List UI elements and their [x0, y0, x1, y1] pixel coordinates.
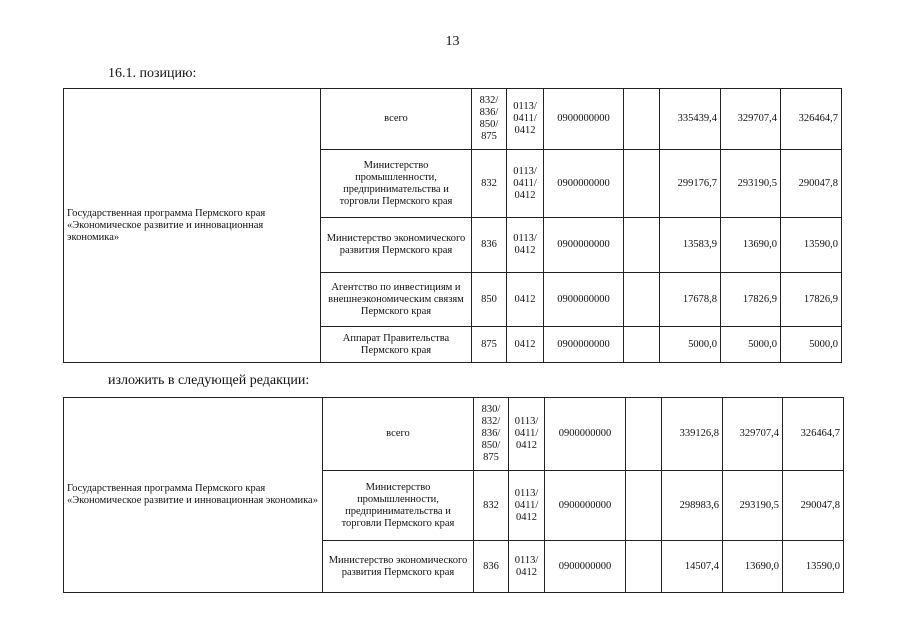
- dept-code: 850: [472, 273, 507, 327]
- target-article-code: 0900000000: [544, 327, 624, 363]
- section-code: 0113/ 0411/ 0412: [509, 398, 545, 471]
- section-code: 0412: [507, 327, 544, 363]
- expense-type-code: [626, 398, 662, 471]
- year-3-value: 326464,7: [781, 89, 842, 150]
- program-name: Государственная программа Пермского края «Экономическое развитие и инновационная экономика»: [64, 89, 321, 363]
- target-article-code: 0900000000: [544, 273, 624, 327]
- target-article-code: 0900000000: [544, 89, 624, 150]
- year-3-value: 13590,0: [781, 218, 842, 273]
- heading-before: 16.1. позицию:: [108, 66, 197, 81]
- dept-code: 832/ 836/ 850/ 875: [472, 89, 507, 150]
- year-2-value: 293190,5: [721, 150, 781, 218]
- page-number: 13: [445, 34, 460, 49]
- table-row: [64, 89, 842, 150]
- heading-after: изложить в следующей редакции:: [108, 373, 310, 388]
- year-2-value: 5000,0: [721, 327, 781, 363]
- section-code: 0113/ 0412: [509, 541, 545, 593]
- section-code: 0412: [507, 273, 544, 327]
- year-3-value: 326464,7: [783, 398, 844, 471]
- dept-code: 875: [472, 327, 507, 363]
- expense-type-code: [624, 89, 660, 150]
- target-article-code: 0900000000: [545, 471, 626, 541]
- year-3-value: 5000,0: [781, 327, 842, 363]
- year-3-value: 290047,8: [783, 471, 844, 541]
- row-name: Министерство экономического развития Пермского края: [323, 541, 474, 593]
- row-name: всего: [321, 89, 472, 150]
- expense-type-code: [626, 471, 662, 541]
- year-1-value: 13583,9: [660, 218, 721, 273]
- expense-type-code: [624, 150, 660, 218]
- row-name: Аппарат Правительства Пермского края: [321, 327, 472, 363]
- target-article-code: 0900000000: [544, 150, 624, 218]
- target-article-code: 0900000000: [545, 541, 626, 593]
- year-3-value: 17826,9: [781, 273, 842, 327]
- year-1-value: 5000,0: [660, 327, 721, 363]
- year-3-value: 13590,0: [783, 541, 844, 593]
- year-1-value: 14507,4: [662, 541, 723, 593]
- year-1-value: 17678,8: [660, 273, 721, 327]
- section-code: 0113/ 0411/ 0412: [507, 89, 544, 150]
- dept-code: 832: [472, 150, 507, 218]
- year-1-value: 298983,6: [662, 471, 723, 541]
- table-row: [64, 398, 844, 471]
- year-1-value: 299176,7: [660, 150, 721, 218]
- expense-type-code: [626, 541, 662, 593]
- row-name: Агентство по инвестициям и внешнеэкономическим связям Пермского края: [321, 273, 472, 327]
- dept-code: 832: [474, 471, 509, 541]
- section-code: 0113/ 0412: [507, 218, 544, 273]
- dept-code: 836: [472, 218, 507, 273]
- row-name: Министерство экономического развития Пермского края: [321, 218, 472, 273]
- budget-table-after: [63, 397, 844, 593]
- row-name: всего: [323, 398, 474, 471]
- section-code: 0113/ 0411/ 0412: [509, 471, 545, 541]
- year-2-value: 329707,4: [723, 398, 783, 471]
- year-2-value: 13690,0: [721, 218, 781, 273]
- year-2-value: 13690,0: [723, 541, 783, 593]
- dept-code: 830/ 832/ 836/ 850/ 875: [474, 398, 509, 471]
- year-1-value: 339126,8: [662, 398, 723, 471]
- target-article-code: 0900000000: [545, 398, 626, 471]
- expense-type-code: [624, 273, 660, 327]
- year-2-value: 17826,9: [721, 273, 781, 327]
- section-code: 0113/ 0411/ 0412: [507, 150, 544, 218]
- year-1-value: 335439,4: [660, 89, 721, 150]
- year-2-value: 329707,4: [721, 89, 781, 150]
- program-name: Государственная программа Пермского края «Экономическое развитие и инновационная экономика»: [64, 398, 323, 593]
- target-article-code: 0900000000: [544, 218, 624, 273]
- expense-type-code: [624, 218, 660, 273]
- expense-type-code: [624, 327, 660, 363]
- row-name: Министерство промышленности, предпринимательства и торговли Пермского края: [323, 471, 474, 541]
- year-3-value: 290047,8: [781, 150, 842, 218]
- budget-table-before: [63, 88, 842, 363]
- row-name: Министерство промышленности, предпринимательства и торговли Пермского края: [321, 150, 472, 218]
- dept-code: 836: [474, 541, 509, 593]
- year-2-value: 293190,5: [723, 471, 783, 541]
